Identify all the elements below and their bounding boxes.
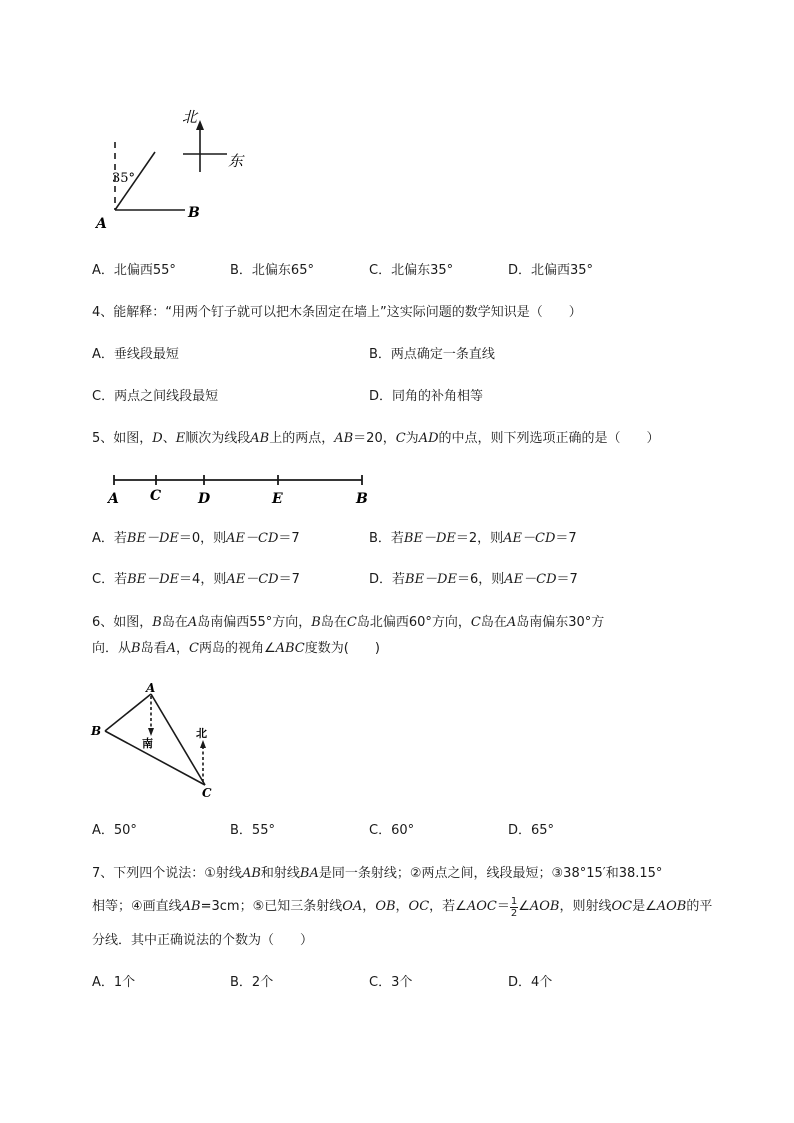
q3-option-d[interactable]: D．北偏西35° xyxy=(508,263,594,278)
seg-label-d: D xyxy=(198,491,211,507)
q4-option-d[interactable]: D．同角的补角相等 xyxy=(369,389,484,404)
seg-label-c: C xyxy=(150,488,162,504)
q6-stem-line2: 向．从B岛看A，C两岛的视角∠ABC度数为( ) xyxy=(92,641,380,656)
triangle-figure xyxy=(88,678,228,802)
q4-option-c[interactable]: C．两点之间线段最短 xyxy=(92,389,219,404)
q6-option-d[interactable]: D．65° xyxy=(508,823,555,838)
q6-option-c[interactable]: C．60° xyxy=(369,823,415,838)
point-a-label: A xyxy=(96,216,107,232)
angle-label: 35° xyxy=(112,171,136,186)
q5-option-d[interactable]: D．若BE－DE＝6，则AE－CD＝7 xyxy=(369,572,578,587)
tri-label-a: A xyxy=(146,681,156,695)
seg-label-e: E xyxy=(272,491,283,507)
side-ab xyxy=(105,694,151,731)
q5-option-b[interactable]: B．若BE－DE＝2，则AE－CD＝7 xyxy=(369,531,577,546)
q7-option-c[interactable]: C．3个 xyxy=(369,975,413,990)
q7-option-d[interactable]: D．4个 xyxy=(508,975,553,990)
seg-label-a: A xyxy=(108,491,119,507)
north-label: 北 xyxy=(196,727,207,740)
q3-option-a[interactable]: A．北偏西55° xyxy=(92,263,176,278)
south-label: 南 xyxy=(142,737,153,750)
north-label: 北 xyxy=(182,108,198,126)
q5-option-c[interactable]: C．若BE－DE＝4，则AE－CD＝7 xyxy=(92,572,300,587)
q6-option-b[interactable]: B．55° xyxy=(230,823,275,838)
q4-option-a[interactable]: A．垂线段最短 xyxy=(92,347,179,362)
fraction-one-half: $\frac{1}{2}$ xyxy=(510,895,518,919)
compass-angle-figure xyxy=(90,100,270,240)
q3-option-b[interactable]: B．北偏东65° xyxy=(230,263,314,278)
tri-label-b: B xyxy=(91,724,102,738)
north-arrowhead xyxy=(200,740,206,748)
q5-stem: 5、如图，D、E顺次为线段AB上的两点，AB＝20，C为AD的中点，则下列选项正确的是（ ） xyxy=(92,431,660,446)
point-b-label: B xyxy=(188,205,200,221)
q6-stem-line1: 6、如图，B岛在A岛南偏西55°方向，B岛在C岛北偏西60°方向，C岛在A岛南偏东30°方 xyxy=(92,615,605,630)
q7-option-b[interactable]: B．2个 xyxy=(230,975,274,990)
east-label: 东 xyxy=(228,152,244,170)
side-bc xyxy=(105,731,205,785)
q6-option-a[interactable]: A．50° xyxy=(92,823,137,838)
south-arrowhead xyxy=(148,728,154,736)
segment-figure xyxy=(100,470,380,510)
tri-label-c: C xyxy=(202,786,212,800)
q4-option-b[interactable]: B．两点确定一条直线 xyxy=(369,347,495,362)
q7-stem-line1: 7、下列四个说法：①射线AB和射线BA是同一条射线；②两点之间，线段最短；③38°15′和38.15° xyxy=(92,866,663,881)
q7-stem-line3: 分线．其中正确说法的个数为（ ） xyxy=(92,933,314,948)
q3-option-c[interactable]: C．北偏东35° xyxy=(369,263,454,278)
q4-stem: 4、能解释：“用两个钉子就可以把木条固定在墙上”这实际问题的数学知识是（ ） xyxy=(92,305,582,320)
seg-label-b: B xyxy=(356,491,368,507)
q7-stem-line2: 相等；④画直线 AB =3cm；⑤已知三条射线 OA ， OB ， OC ，若∠ AOC ＝ $\frac{1}{2}$ ∠ AOB ，则射线 OC 是∠ AOB 的平 xyxy=(92,895,713,919)
q7-option-a[interactable]: A．1个 xyxy=(92,975,136,990)
north-arrowhead xyxy=(196,120,204,130)
q5-option-a[interactable]: A．若BE－DE＝0，则AE－CD＝7 xyxy=(92,531,300,546)
